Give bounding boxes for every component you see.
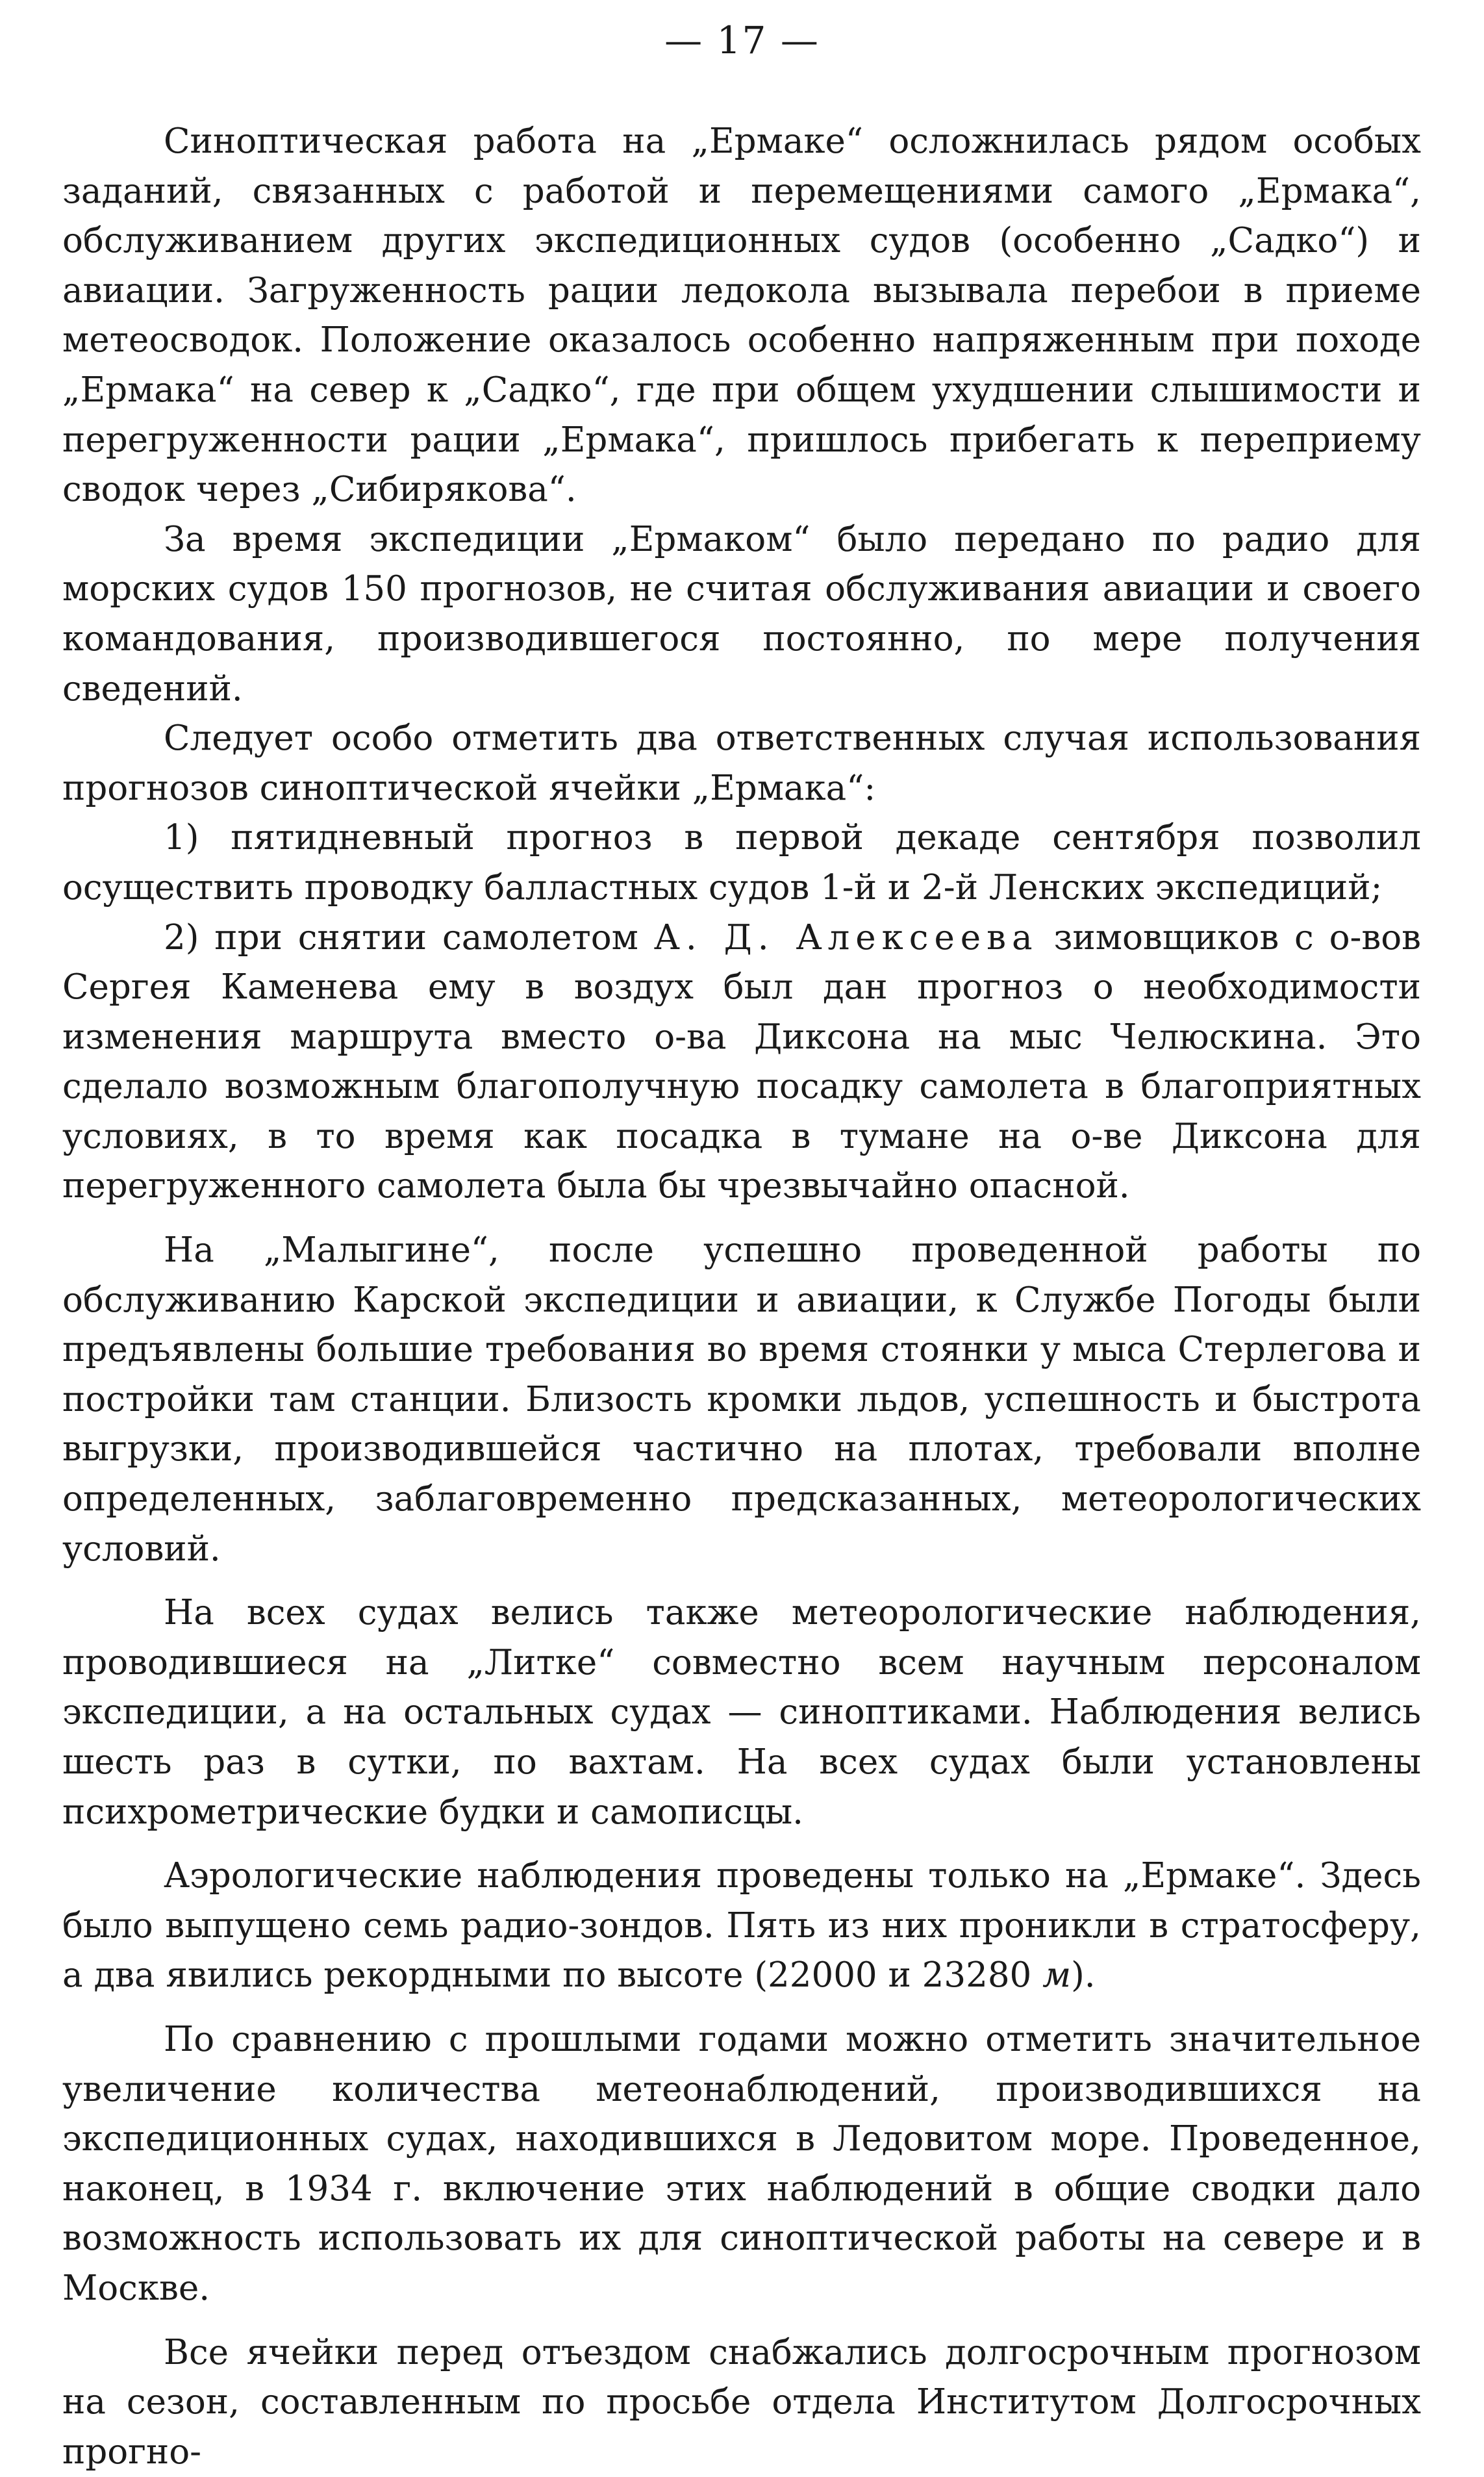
altitude-unit: м: [1042, 1955, 1072, 1996]
aerology-text-start: Аэрологические наблюдения проведены только на „Ермаке“. Здесь было выпущено семь радио-зондов. Пять из них проникли в стратосферу, а два явились рекордными по высоте (22000 и 23280: [62, 1856, 1421, 1996]
body-text: [62, 117, 1421, 2477]
paragraph-long-range-forecast: Все ячейки перед отъездом снабжались долгосрочным прогнозом на сезон, составленным по просьбе отдела Институтом Долгосрочных прогно-: [62, 2332, 1421, 2472]
case-two-text-start: 2) при снятии самолетом: [164, 917, 654, 958]
paragraph-observations: На всех судах велись также метеорологические наблюдения, проводившиеся на „Литке“ совместно всем научным персоналом экспедиции, а на остальных судах — синоптиками. Наблюдения велись шесть раз в сутки, по вахтам. На всех судах были установлены психрометрические будки и самописцы.: [62, 1593, 1421, 1832]
paragraph-malygin: На „Малыгине“, после успешно проведенной работы по обслуживанию Карской экспедиции и авиации, к Службе Погоды были предъявлены большие требования во время стоянки у мыса Стерлегова и постройки там станции. Близость кромки льдов, успешность и быстрота выгрузки, производившейся частично на плотах, требовали вполне определенных, заблаговременно предсказанных, метеорологических условий.: [62, 1230, 1421, 1569]
paragraph-synoptic-work: Синоптическая работа на „Ермаке“ осложнилась рядом особых заданий, связанных с работой и перемещениями самого „Ермака“, обслуживанием других экспедиционных судов (особенно „Садко“) и авиации. Загруженность рации ледокола вызывала перебои в приеме метеосводок. Положение оказалось особенно напряженным при походе „Ермака“ на север к „Садко“, где при общем ухудшении слышимости и перегруженности рации „Ермака“, пришлось прибегать к переприему сводок через „Сибирякова“.: [62, 121, 1421, 510]
paragraph-case-one: 1) пятидневный прогноз в первой декаде сентября позволил осуществить проводку балластных судов 1-й и 2-й Ленских экспедиций;: [62, 818, 1421, 908]
page-number: — 17 —: [664, 18, 820, 62]
paragraph-forecasts-count: За время экспедиции „Ермаком“ было передано по радио для морских судов 150 прогнозов, не считая обслуживания авиации и своего командования, производившегося постоянно, по мере получения сведений.: [62, 519, 1421, 709]
paragraph-two-cases: Следует особо отметить два ответственных случая использования прогнозов синоптической ячейки „Ермака“:: [62, 718, 1421, 808]
paragraph-comparison: По сравнению с прошлыми годами можно отметить значительное увеличение количества метеонаблюдений, производившихся на экспедиционных судах, находившихся в Ледовитом море. Проведенное, наконец, в 1934 г. включение этих наблюдений в общие сводки дало возможность использовать их для синоптической работы на севере и в Москве.: [62, 2019, 1421, 2308]
case-two-text-end: зимовщиков с о-вов Сергея Каменева ему в воздух был дан прогноз о необходимости изменения маршрута вместо о-ва Диксона на мыс Челюскина. Это сделало возможным благополучную посадку самолета в благоприятных условиях, в то время как посадка в тумане на о-ве Диксона для перегруженного самолета была бы чрезвычайно опасной.: [62, 917, 1422, 1206]
paragraph-case-two: [62, 913, 1421, 1212]
aerology-text-end: ).: [1071, 1955, 1096, 1996]
pilot-name: А. Д. Алексеева: [653, 917, 1038, 958]
paragraph-aerology: [62, 1851, 1421, 2001]
